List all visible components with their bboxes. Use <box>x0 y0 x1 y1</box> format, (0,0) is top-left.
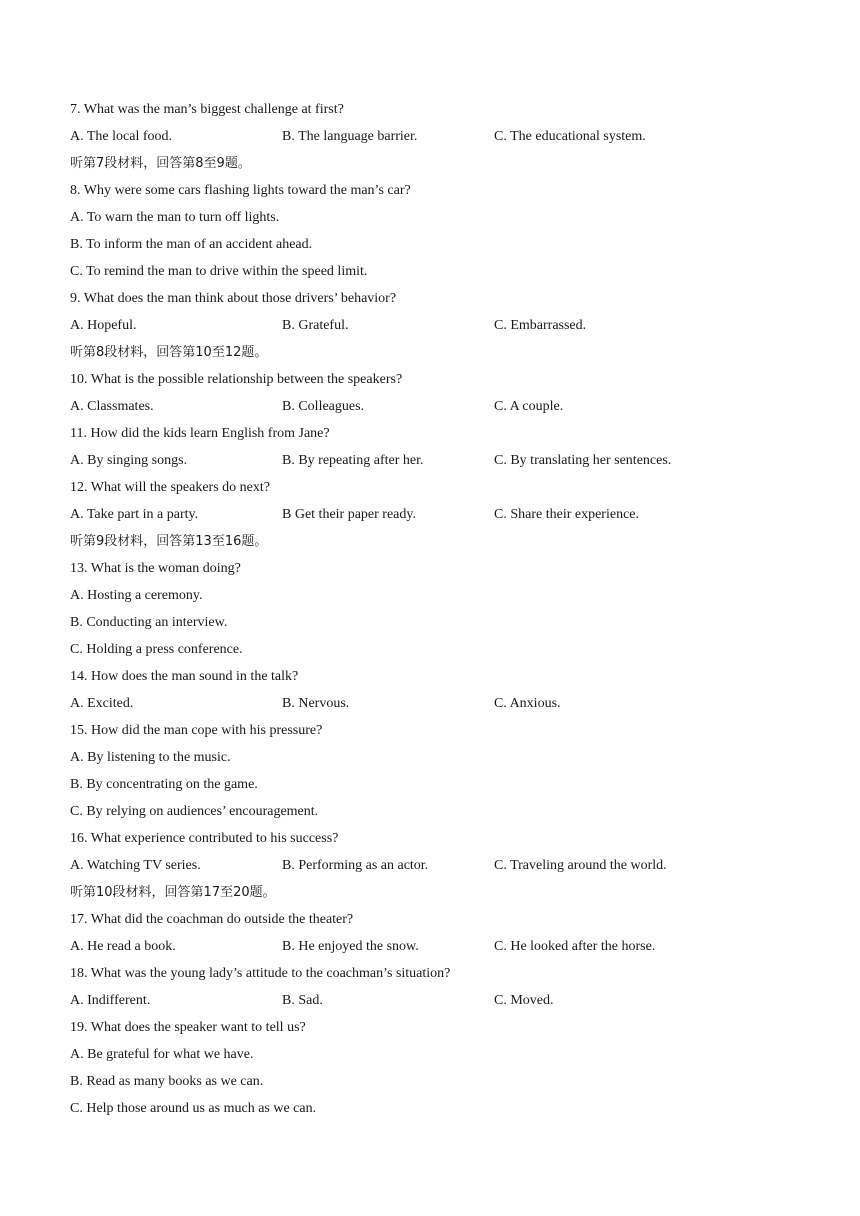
question-text: 10. What is the possible relationship between the speakers? <box>70 372 403 387</box>
answer-option: B. Read as many books as we can. <box>70 1074 264 1089</box>
section-instruction: 听第8段材料，回答第10至12题。 <box>70 345 268 360</box>
answer-option: B. Performing as an actor. <box>282 858 429 873</box>
answer-option: B. To inform the man of an accident ahead. <box>70 237 313 252</box>
question-text: 7. What was the man’s biggest challenge at first? <box>70 102 344 117</box>
answer-option: A. Excited. <box>70 696 134 711</box>
answer-option: C. Anxious. <box>494 696 561 711</box>
answer-option: C. To remind the man to drive within the speed limit. <box>70 264 368 279</box>
question-text: 15. How did the man cope with his pressure? <box>70 723 323 738</box>
answer-option: A. He read a book. <box>70 939 176 954</box>
answer-options-row <box>70 852 810 879</box>
answer-options-row <box>70 312 810 339</box>
question-text: 17. What did the coachman do outside the theater? <box>70 912 354 927</box>
answer-option: A. Watching TV series. <box>70 858 201 873</box>
answer-options-row <box>70 123 810 150</box>
section-instruction: 听第7段材料，回答第8至9题。 <box>70 156 251 171</box>
answer-option: A. Classmates. <box>70 399 154 414</box>
answer-option: B. By repeating after her. <box>282 453 424 468</box>
answer-option: A. By singing songs. <box>70 453 188 468</box>
question-text: 9. What does the man think about those drivers’ behavior? <box>70 291 397 306</box>
answer-option: A. Hosting a ceremony. <box>70 588 203 603</box>
answer-options-row <box>70 393 810 420</box>
answer-option: C. By translating her sentences. <box>494 453 672 468</box>
answer-option: A. To warn the man to turn off lights. <box>70 210 280 225</box>
answer-option: C. The educational system. <box>494 129 646 144</box>
answer-options-row <box>70 933 810 960</box>
question-text: 14. How does the man sound in the talk? <box>70 669 299 684</box>
question-text: 13. What is the woman doing? <box>70 561 241 576</box>
answer-option: A. Hopeful. <box>70 318 137 333</box>
answer-option: A. Be grateful for what we have. <box>70 1047 254 1062</box>
answer-option: B Get their paper ready. <box>282 507 416 522</box>
answer-options-row <box>70 447 810 474</box>
answer-option: C. Share their experience. <box>494 507 639 522</box>
question-text: 12. What will the speakers do next? <box>70 480 270 495</box>
answer-option: B. Grateful. <box>282 318 349 333</box>
question-text: 18. What was the young lady’s attitude to the coachman’s situation? <box>70 966 451 981</box>
answer-option: A. The local food. <box>70 129 172 144</box>
answer-option: B. By concentrating on the game. <box>70 777 258 792</box>
question-text: 16. What experience contributed to his success? <box>70 831 339 846</box>
question-text: 19. What does the speaker want to tell us? <box>70 1020 306 1035</box>
answer-option: B. Sad. <box>282 993 323 1008</box>
answer-option: C. Embarrassed. <box>494 318 587 333</box>
question-text: 11. How did the kids learn English from Jane? <box>70 426 330 441</box>
answer-options-row <box>70 501 810 528</box>
answer-option: C. Traveling around the world. <box>494 858 667 873</box>
question-list <box>70 96 810 1122</box>
answer-option: B. He enjoyed the snow. <box>282 939 419 954</box>
answer-option: C. He looked after the horse. <box>494 939 656 954</box>
answer-option: C. Holding a press conference. <box>70 642 243 657</box>
answer-options-row <box>70 987 810 1014</box>
answer-option: C. A couple. <box>494 399 564 414</box>
answer-option: A. Take part in a party. <box>70 507 199 522</box>
answer-option: B. Nervous. <box>282 696 350 711</box>
answer-option: A. Indifferent. <box>70 993 151 1008</box>
answer-options-row <box>70 690 810 717</box>
answer-option: B. Conducting an interview. <box>70 615 228 630</box>
answer-option: C. Help those around us as much as we can. <box>70 1101 317 1116</box>
section-instruction: 听第10段材料，回答第17至20题。 <box>70 885 276 900</box>
answer-option: A. By listening to the music. <box>70 750 231 765</box>
section-instruction: 听第9段材料，回答第13至16题。 <box>70 534 268 549</box>
question-text: 8. Why were some cars flashing lights toward the man’s car? <box>70 183 411 198</box>
answer-option: C. By relying on audiences’ encouragement. <box>70 804 319 819</box>
answer-option: B. Colleagues. <box>282 399 365 414</box>
answer-option: B. The language barrier. <box>282 129 418 144</box>
answer-option: C. Moved. <box>494 993 554 1008</box>
